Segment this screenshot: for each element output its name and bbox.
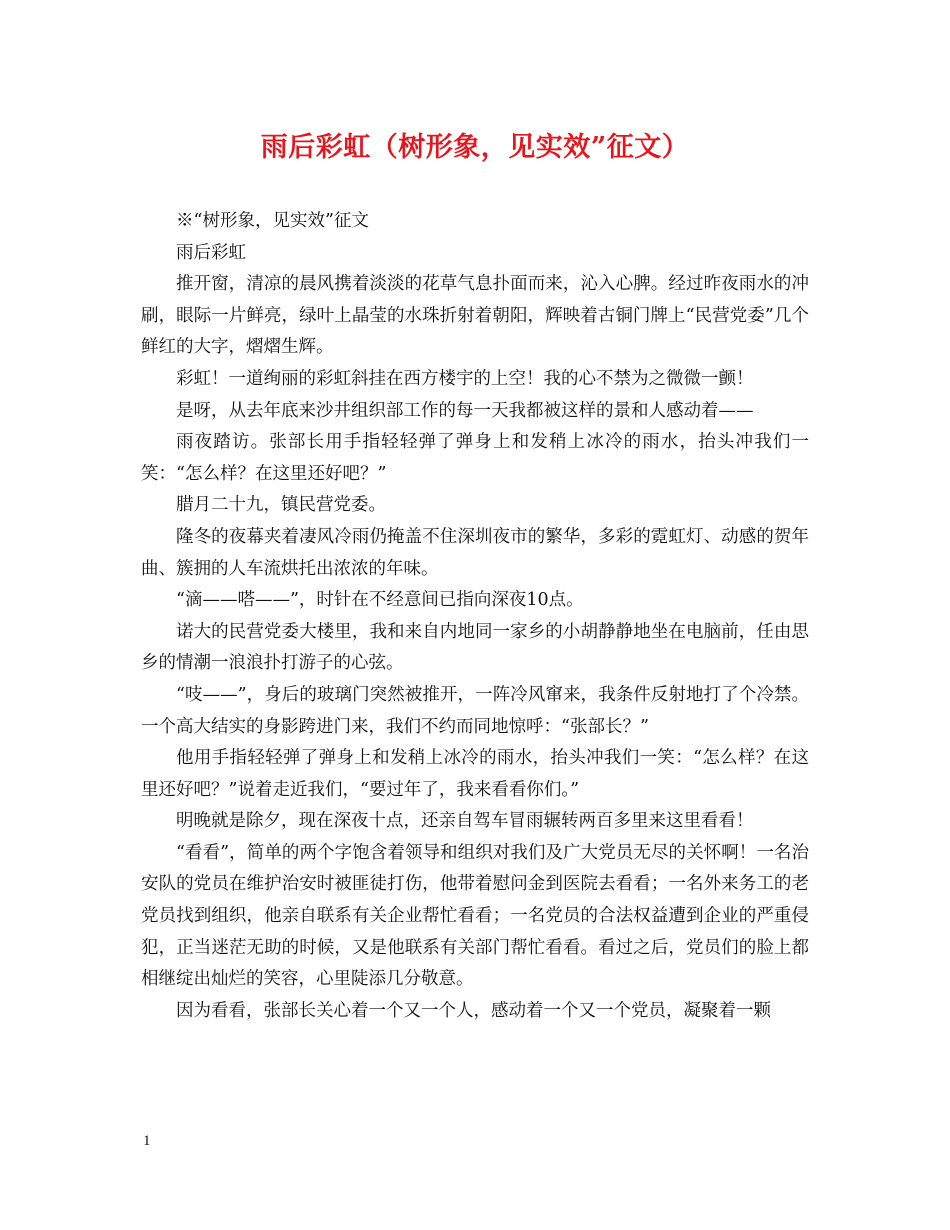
page-title: 雨后彩虹（树形象，见实效”征文） [260, 132, 690, 163]
document-body [141, 206, 809, 1027]
paragraph-9: “滴——嗒——”，时针在不经意间已指向深夜10点。 [176, 590, 584, 611]
paragraph-2: 雨后彩虹 [176, 242, 246, 263]
paragraph-11: “吱——”，身后的玻璃门突然被推开，一阵冷风窜来，我条件反射地打了个冷禁。一个高大结实的身影跨进门来，我们不约而同地惊呼：“张部长？” [141, 684, 809, 737]
paragraph-1: ※“树形象，见实效”征文 [176, 211, 369, 231]
paragraph-13: 明晚就是除夕，现在深夜十点，还亲自驾车冒雨辗转两百多里来这里看看！ [176, 811, 754, 832]
paragraph-12: 他用手指轻轻弹了弹身上和发稍上冰冷的雨水，抬头冲我们一笑：“怎么样？在这里还好吧？”说着走近我们，“要过年了，我来看看你们。” [141, 748, 809, 800]
paragraph-3: 推开窗，清凉的晨风携着淡淡的花草气息扑面而来，沁入心脾。经过昨夜雨水的冲刷，眼际一片鲜亮，绿叶上晶莹的水珠折射着朝阳，辉映着古铜门牌上“民营党委”几个鲜红的大字，熠熠生辉。 [141, 274, 809, 358]
paragraph-15: 因为看看，张部长关心着一个又一个人，感动着一个又一个党员，凝聚着一颗 [176, 1000, 771, 1021]
paragraph-6: 雨夜踏访。张部长用手指轻轻弹了弹身上和发稍上冰冷的雨水，抬头冲我们一笑：“怎么样？在这里还好吧？” [141, 432, 809, 484]
page-number: 1 [143, 1133, 151, 1149]
paragraph-10: 诺大的民营党委大楼里，我和来自内地同一家乡的小胡静静地坐在电脑前，任由思乡的情潮一浪浪扑打游子的心弦。 [141, 621, 809, 674]
paragraph-8: 隆冬的夜幕夹着凄风冷雨仍掩盖不住深圳夜市的繁华，多彩的霓虹灯、动感的贺年曲、簇拥的人车流烘托出浓浓的年味。 [141, 526, 809, 579]
paragraph-5: 是呀，从去年底来沙井组织部工作的每一天我都被这样的景和人感动着—— [176, 400, 754, 421]
paragraph-14: “看看”，简单的两个字饱含着领导和组织对我们及广大党员无尽的关怀啊！一名治安队的党员在维护治安时被匪徒打伤，他带着慰问金到医院去看看；一名外来务工的老党员找到组织，他亲自联系有关企业帮忙看看；一名党员的合法权益遭到企业的严重侵犯，正当迷茫无助的时候，又是他联系有关部门帮忙看看。看过之后，党员们的脸上都相继绽出灿烂的笑容，心里陡添几分敬意。 [141, 842, 809, 990]
paragraph-4: 彩虹！一道绚丽的彩虹斜挂在西方楼宇的上空！我的心不禁为之微微一颤！ [176, 368, 754, 389]
paragraph-7: 腊月二十九，镇民营党委。 [176, 495, 386, 516]
